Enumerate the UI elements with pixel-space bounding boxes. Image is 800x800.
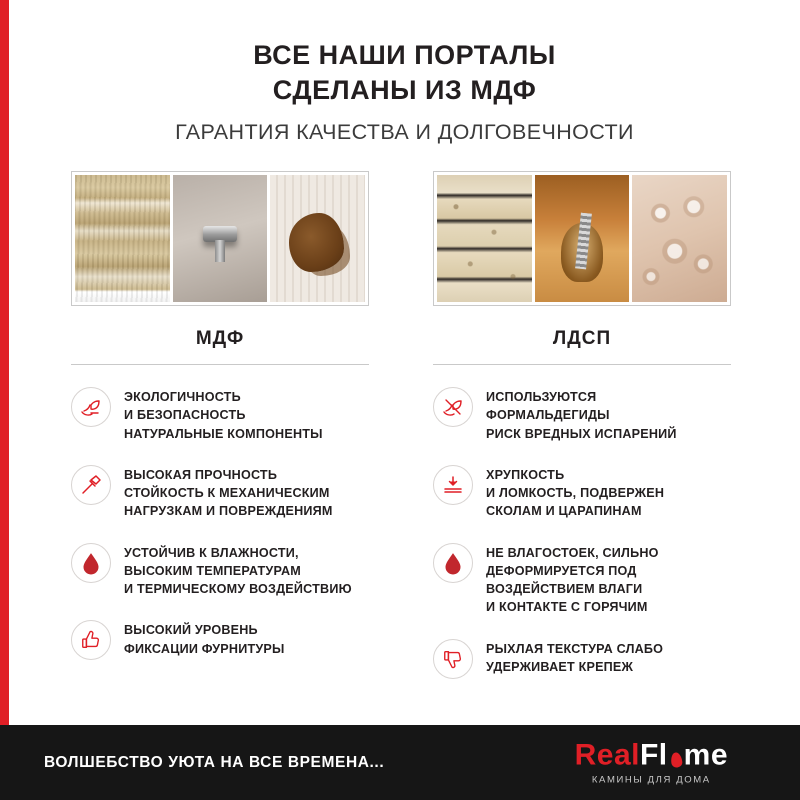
thumbs-down-icon (433, 639, 473, 679)
feature-line: ИСПОЛЬЗУЮТСЯ (486, 390, 597, 405)
column-title-ldsp: ЛДСП (552, 328, 612, 350)
page-subtitle: ГАРАНТИЯ КАЧЕСТВА И ДОЛГОВЕЧНОСТИ (175, 120, 634, 145)
feature-item (71, 387, 369, 443)
eco-leaf-hand-icon (71, 387, 111, 427)
water-drop-damage-icon (433, 543, 473, 583)
feature-line: РИСК ВРЕДНЫХ ИСПАРЕНИЙ (486, 426, 677, 441)
brand-logo-text (575, 740, 728, 770)
feature-line: ВЫСОКАЯ ПРОЧНОСТЬ (124, 467, 278, 482)
photo-row-ldsp (433, 171, 731, 306)
feature-line: НАТУРАЛЬНЫЕ КОМПОНЕНТЫ (124, 426, 323, 441)
feature-line: УСТОЙЧИВ К ВЛАЖНОСТИ, (124, 545, 299, 560)
feature-line: ЭКОЛОГИЧНОСТЬ (124, 390, 241, 405)
left-accent-stripe (0, 0, 9, 800)
feature-line: И БЕЗОПАСНОСТЬ (124, 408, 246, 423)
feature-line: И ТЕРМИЧЕСКОМУ ВОЗДЕЙСТВИЮ (124, 582, 352, 597)
feature-list-mdf (71, 387, 369, 660)
chipboard-screw-photo (535, 175, 630, 302)
page-content (9, 0, 800, 800)
comparison-columns (9, 171, 800, 701)
brand-logo (575, 740, 728, 785)
feature-line: УДЕРЖИВАЕТ КРЕПЕЖ (486, 659, 634, 674)
feature-text (124, 387, 323, 443)
feature-text (124, 465, 333, 521)
feature-item (433, 639, 731, 679)
feature-line: РЫХЛАЯ ТЕКСТУРА СЛАБО (486, 641, 664, 656)
feature-item (71, 543, 369, 599)
eco-leaf-crossed-icon (433, 387, 473, 427)
page-title (9, 38, 800, 107)
feature-line: И ЛОМКОСТЬ, ПОДВЕРЖЕН (486, 486, 665, 501)
photo-row-mdf (71, 171, 369, 306)
feature-line: ХРУПКОСТЬ (486, 467, 565, 482)
column-ldsp (433, 171, 731, 701)
page-title-line2: СДЕЛАНЫ ИЗ МДФ (272, 74, 537, 105)
chipboard-layers-photo (437, 175, 532, 302)
brand-logo-me: me (683, 738, 728, 771)
mdf-screw-photo (173, 175, 268, 302)
feature-text (486, 387, 677, 443)
feature-line: ВЫСОКИЙ УРОВЕНЬ (124, 623, 258, 638)
brand-tagline: КАМИНЫ ДЛЯ ДОМА (591, 774, 711, 785)
chipboard-swelling-photo (632, 175, 727, 302)
feature-line: НЕ ВЛАГОСТОЕК, СИЛЬНО (486, 545, 659, 560)
screw-shape (203, 226, 237, 242)
brand-logo-real: Real (574, 738, 640, 771)
feature-item (71, 465, 369, 521)
feature-item (433, 387, 731, 443)
feature-item (71, 620, 369, 660)
feature-text (124, 620, 285, 658)
mdf-water-drop-photo (270, 175, 365, 302)
feature-list-ldsp (433, 387, 731, 679)
feature-item (433, 543, 731, 617)
hammer-icon (71, 465, 111, 505)
column-mdf (71, 171, 369, 701)
fragile-press-icon (433, 465, 473, 505)
feature-line: ВЫСОКИМ ТЕМПЕРАТУРАМ (124, 563, 301, 578)
page-title-line1: ВСЕ НАШИ ПОРТАЛЫ (253, 40, 556, 70)
feature-line: НАГРУЗКАМ И ПОВРЕЖДЕНИЯМ (124, 504, 333, 519)
mdf-layers-photo (75, 175, 170, 302)
header (9, 0, 800, 145)
feature-text (486, 639, 663, 677)
footer-slogan: ВОЛШЕБСТВО УЮТА НА ВСЕ ВРЕМЕНА... (44, 753, 385, 771)
column-title-mdf: МДФ (195, 328, 245, 350)
feature-line: СТОЙКОСТЬ К МЕХАНИЧЕСКИМ (124, 486, 330, 501)
feature-text (124, 543, 352, 599)
feature-text (486, 543, 659, 617)
feature-text (486, 465, 664, 521)
thumbs-up-icon (71, 620, 111, 660)
feature-line: ВОЗДЕЙСТВИЕМ ВЛАГИ (486, 582, 643, 597)
feature-item (433, 465, 731, 521)
brand-logo-fl: Fl (639, 738, 668, 771)
feature-line: СКОЛАМ И ЦАРАПИНАМ (486, 504, 642, 519)
feature-line: ФОРМАЛЬДЕГИДЫ (486, 408, 610, 423)
water-drop-icon (71, 543, 111, 583)
feature-line: ДЕФОРМИРУЕТСЯ ПОД (486, 563, 637, 578)
footer (0, 725, 800, 800)
splash-shape (289, 213, 344, 271)
column-divider-mdf (71, 364, 369, 365)
feature-line: И КОНТАКТЕ С ГОРЯЧИМ (486, 600, 648, 615)
feature-line: ФИКСАЦИИ ФУРНИТУРЫ (124, 641, 285, 656)
column-divider-ldsp (433, 364, 731, 365)
